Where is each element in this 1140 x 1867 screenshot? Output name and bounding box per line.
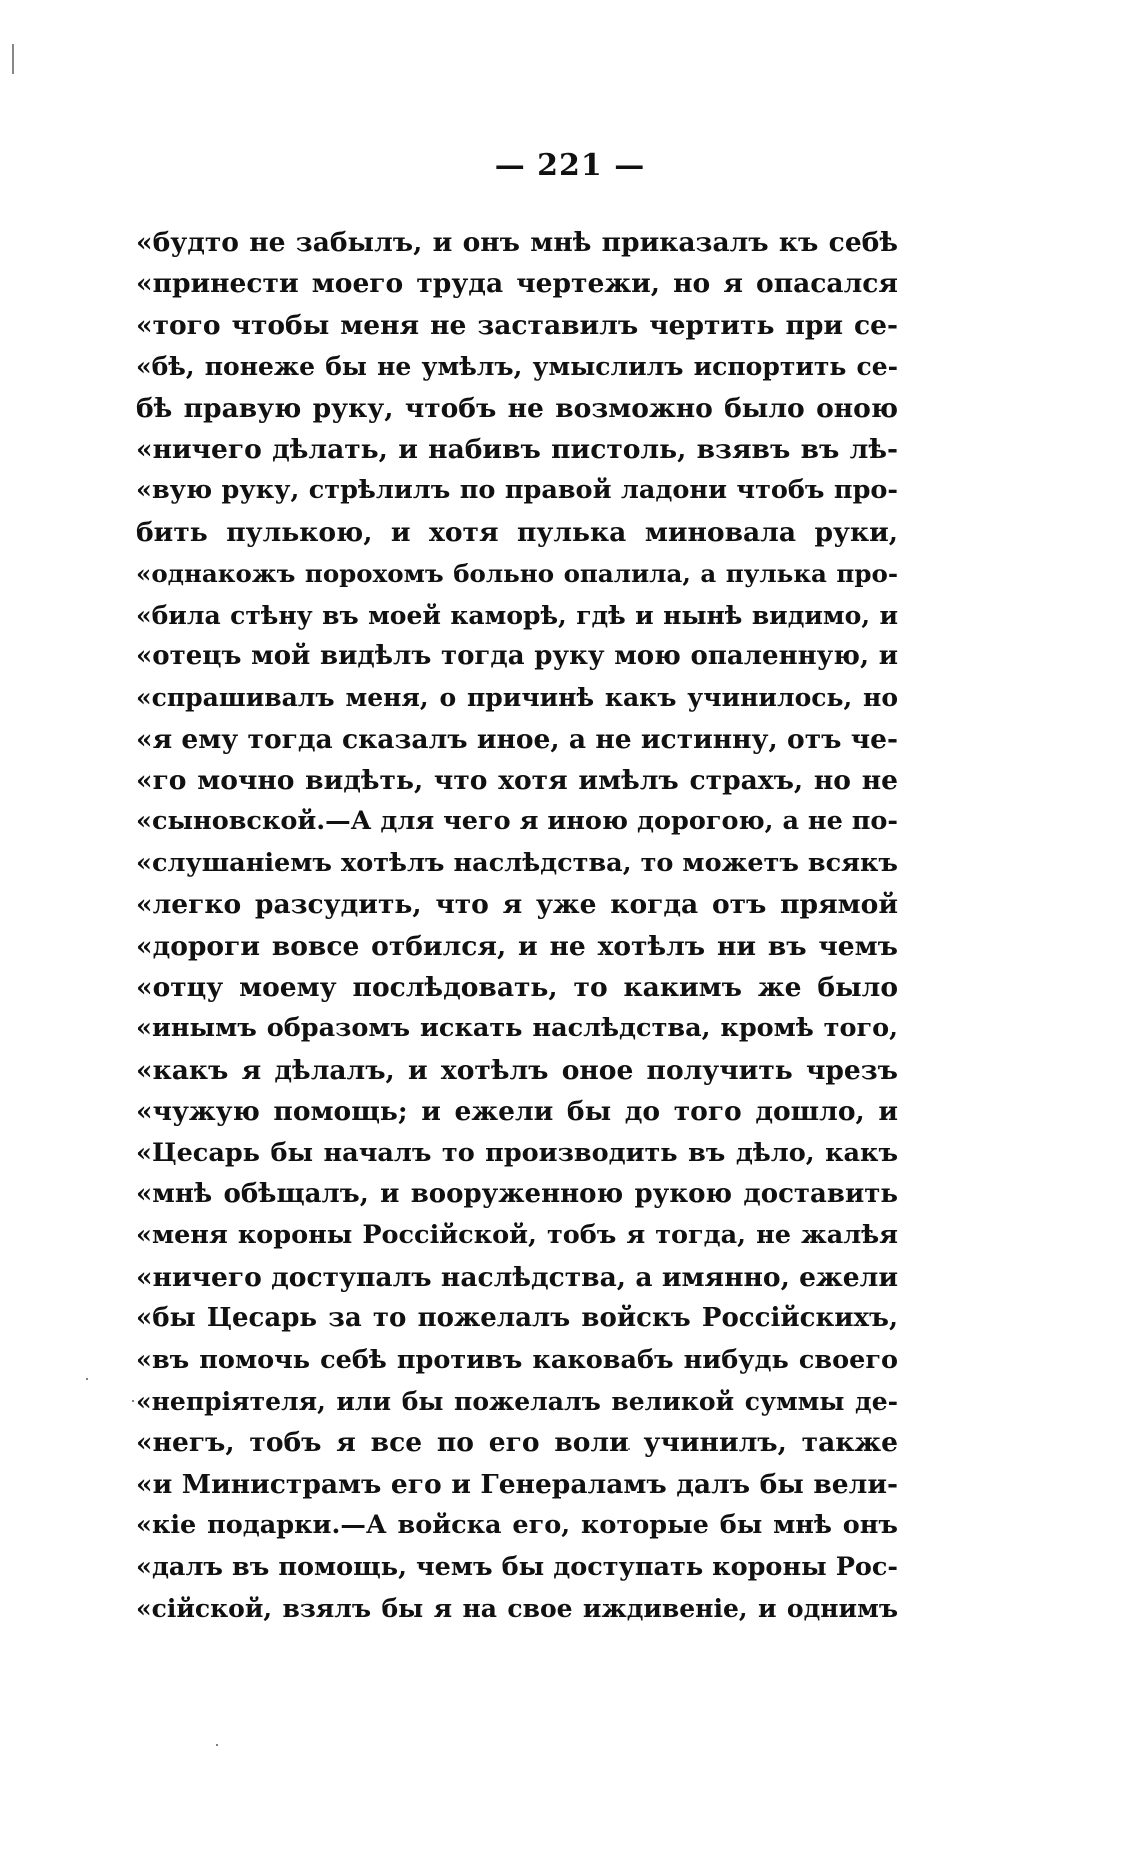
- text-line: «отецъ мой видѣлъ тогда руку мою опаленную, и: [136, 640, 898, 671]
- text-line: «Цесарь бы началъ то производить въ дѣло, какъ: [136, 1137, 898, 1168]
- margin-mark: [12, 44, 14, 74]
- text-line: бѣ правую руку, чтобъ не возможно было оною: [136, 392, 898, 424]
- text-line: «сыновской.—А для чего я иною дорогою, а не по-: [136, 806, 898, 837]
- text-line: «какъ я дѣлалъ, и хотѣлъ оное получить чрезъ: [136, 1054, 898, 1086]
- text-line: «будто не забылъ, и онъ мнѣ приказалъ къ себѣ: [136, 227, 898, 258]
- text-line: «непрiятеля, или бы пожелалъ великой суммы де-: [136, 1386, 898, 1416]
- text-line: «того чтобы меня не заставилъ чертить при се-: [136, 309, 898, 341]
- text-line: «сiйской, взялъ бы я на свое иждивенiе, и однимъ: [136, 1593, 898, 1623]
- text-line: «чужую помощь; и ежели бы до того дошло, и: [136, 1096, 898, 1128]
- text-line: «кiе подарки.—А войска его, которые бы мнѣ онъ: [136, 1510, 898, 1541]
- text-line: «негъ, тобъ я все по его воли учинилъ, также: [136, 1427, 898, 1459]
- text-line: «инымъ образомъ искать наслѣдства, кромѣ того,: [136, 1013, 898, 1044]
- page-speck: [132, 1400, 134, 1402]
- text-line: «го мочно видѣть, что хотя имѣлъ страхъ, но не: [136, 765, 898, 797]
- page-number: — 221 —: [494, 148, 646, 183]
- text-line: «меня короны Россiйской, тобъ я тогда, не жалѣя: [136, 1220, 898, 1251]
- text-line: «отцу моему послѣдовать, то какимъ же было: [136, 972, 898, 1004]
- text-line: «бы Цесарь за то пожелалъ войскъ Россiйскихъ,: [136, 1303, 898, 1334]
- text-line: «спрашивалъ меня, о причинѣ какъ учинилось, но: [136, 683, 898, 713]
- text-line: «вую руку, стрѣлилъ по правой ладони чтобъ про-: [136, 475, 898, 506]
- body-text: [136, 222, 898, 1629]
- text-line: «дороги вовсе отбился, и не хотѣлъ ни въ чемъ: [136, 930, 898, 962]
- text-line: «я ему тогда сказалъ иное, а не истинну, отъ че-: [136, 723, 898, 755]
- text-line: «въ помочь себѣ противъ каковабъ нибудь своего: [136, 1344, 898, 1375]
- text-line: «слушанiемъ хотѣлъ наслѣдства, то можетъ всякъ: [136, 847, 898, 878]
- text-line: «и Министрамъ его и Генераламъ далъ бы вели-: [136, 1468, 898, 1500]
- text-line: «однакожъ порохомъ больно опалила, а пулька про-: [136, 559, 898, 589]
- text-line: «мнѣ обѣщалъ, и вооруженною рукою доставить: [136, 1178, 898, 1209]
- text-line: «легко разсудить, что я уже когда отъ прямой: [136, 889, 898, 921]
- text-line: бить пулькою, и хотя пулька миновала руки,: [136, 516, 898, 548]
- text-line: «ничего доступалъ наслѣдства, а имянно, ежели: [136, 1261, 898, 1293]
- page-speck: [216, 1744, 218, 1746]
- page-speck: [86, 1378, 88, 1380]
- text-line: «принести моего труда чертежи, но я опасался: [136, 268, 898, 300]
- text-line: «далъ въ помощь, чемъ бы доступать короны Рос-: [136, 1551, 898, 1582]
- text-line: «бѣ, понеже бы не умѣлъ, умыслилъ испортить се-: [136, 352, 898, 382]
- text-line: «ничего дѣлать, и набивъ пистоль, взявъ въ лѣ-: [136, 433, 898, 465]
- text-line: «била стѣну въ моей каморѣ, гдѣ и нынѣ видимо, и: [136, 600, 898, 630]
